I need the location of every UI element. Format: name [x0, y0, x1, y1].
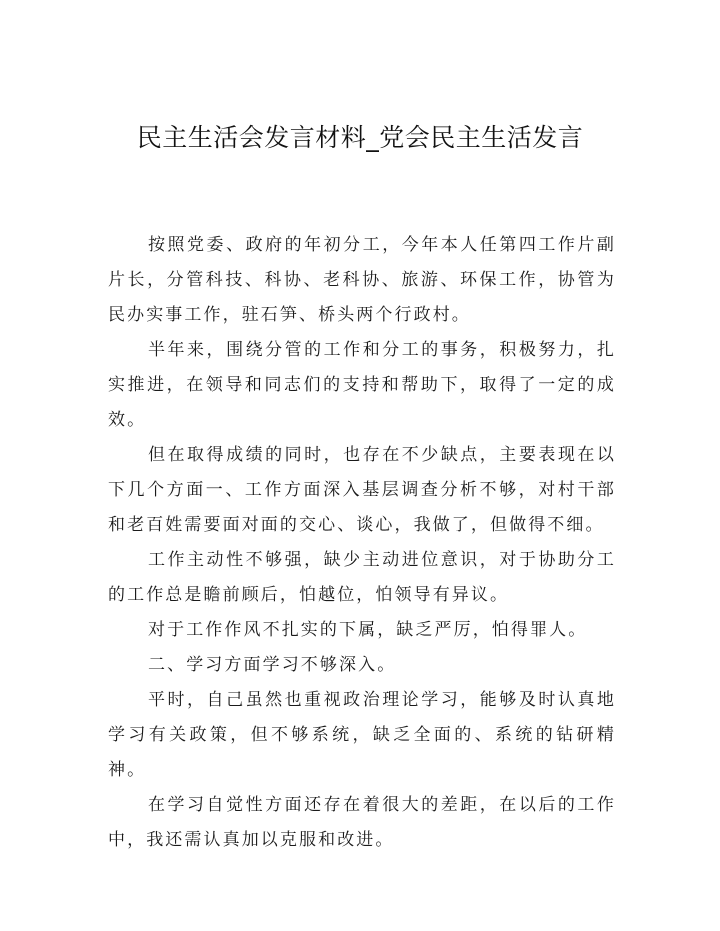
paragraph: 二、学习方面学习不够深入。 [148, 655, 397, 675]
paragraph: 工作主动性不够强，缺少主动进位意识，对于协助分工的工作总是瞻前顾后，怕越位，怕领导有异议。 [108, 550, 616, 605]
paragraph: 半年来，围绕分管的工作和分工的事务，积极努力，扎实推进，在领导和同志们的支持和帮助下，取得了一定的成效。 [108, 340, 616, 430]
paragraph: 对于工作作风不扎实的下属，缺乏严厉，怕得罪人。 [148, 620, 588, 640]
paragraph: 在学习自觉性方面还存在着很大的差距，在以后的工作中，我还需认真加以克服和改进。 [108, 795, 616, 850]
paragraph: 但在取得成绩的同时，也存在不少缺点，主要表现在以下几个方面一、工作方面深入基层调查分析不够，对村干部和老百姓需要面对面的交心、谈心，我做了，但做得不细。 [108, 445, 616, 535]
paragraph: 平时，自己虽然也重视政治理论学习，能够及时认真地学习有关政策，但不够系统，缺乏全面的、系统的钻研精神。 [108, 690, 616, 780]
document-body [108, 228, 616, 858]
paragraph: 按照党委、政府的年初分工，今年本人任第四工作片副片长，分管科技、科协、老科协、旅游、环保工作，协管为民办实事工作，驻石笋、桥头两个行政村。 [108, 235, 616, 325]
document-title: 民主生活会发言材料_党会民主生活发言 [136, 123, 584, 152]
